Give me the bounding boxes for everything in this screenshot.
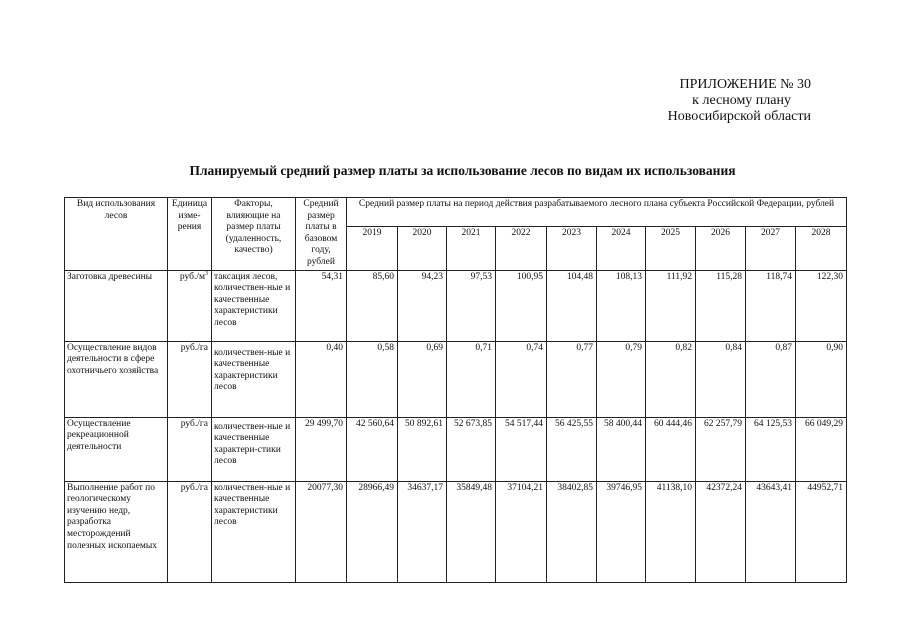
unit-cell: руб./га (168, 417, 212, 481)
appendix-number: ПРИЛОЖЕНИЕ № 30 (679, 77, 811, 92)
value-cell: 118,74 (746, 270, 796, 341)
header-year: 2023 (547, 227, 597, 270)
value-cell: 52 673,85 (447, 417, 496, 481)
value-cell: 111,92 (646, 270, 696, 341)
table-row (65, 270, 847, 341)
usage-type-cell: Осуществление рекреационной деятельности (65, 417, 168, 481)
table-row (65, 481, 847, 582)
value-cell: 0,77 (547, 341, 597, 417)
header-usage-type: Вид использования лесов (65, 198, 168, 271)
header-year: 2022 (496, 227, 547, 270)
value-cell: 0,74 (496, 341, 547, 417)
unit-cell: руб./га (168, 341, 212, 417)
value-cell: 0,79 (597, 341, 646, 417)
value-cell: 97,53 (447, 270, 496, 341)
value-cell: 85,60 (347, 270, 398, 341)
value-cell: 42 560,64 (347, 417, 398, 481)
value-cell: 39746,95 (597, 481, 646, 582)
value-cell: 104,48 (547, 270, 597, 341)
value-cell: 41138,10 (646, 481, 696, 582)
payment-table (64, 197, 847, 583)
value-cell: 43643,41 (746, 481, 796, 582)
value-cell: 0,82 (646, 341, 696, 417)
value-cell: 42372,24 (696, 481, 746, 582)
header-unit: Единица изме-рения (168, 198, 212, 271)
header-year: 2021 (447, 227, 496, 270)
value-cell: 64 125,53 (746, 417, 796, 481)
base-value-cell: 0,40 (296, 341, 347, 417)
factors-cell: количествен-ные и качественные характери-стики лесов (212, 417, 296, 481)
factors-cell: таксация лесов, количествен-ные и качественные характеристики лесов (212, 270, 296, 341)
appendix-reference: к лесному плану (692, 93, 791, 108)
value-cell: 0,87 (746, 341, 796, 417)
usage-type-cell: Осуществление видов деятельности в сфере охотничьего хозяйства (65, 341, 168, 417)
value-cell: 54 517,44 (496, 417, 547, 481)
factors-cell: количествен-ные и качественные характеристики лесов (212, 341, 296, 417)
header-year: 2024 (597, 227, 646, 270)
value-cell: 66 049,29 (796, 417, 847, 481)
unit-cell: $руб./м^3$ (168, 270, 212, 341)
unit-cell: руб./га (168, 481, 212, 582)
value-cell: 34637,17 (398, 481, 447, 582)
value-cell: 100,95 (496, 270, 547, 341)
value-cell: 122,30 (796, 270, 847, 341)
value-cell: 44952,71 (796, 481, 847, 582)
value-cell: 50 892,61 (398, 417, 447, 481)
table-row (65, 341, 847, 417)
value-cell: 115,28 (696, 270, 746, 341)
usage-type-cell: Выполнение работ по геологическому изучению недр, разработка месторождений полезных ископаемых (65, 481, 168, 582)
base-value-cell: 20077,30 (296, 481, 347, 582)
value-cell: 62 257,79 (696, 417, 746, 481)
appendix-header (561, 77, 811, 125)
header-factors: Факторы, влияющие на размер платы (удаленность, качество) (212, 198, 296, 271)
value-cell: 0,84 (696, 341, 746, 417)
header-year: 2020 (398, 227, 447, 270)
value-cell: 94,23 (398, 270, 447, 341)
header-year: 2027 (746, 227, 796, 270)
value-cell: 0,58 (347, 341, 398, 417)
base-value-cell: 29 499,70 (296, 417, 347, 481)
value-cell: 38402,85 (547, 481, 597, 582)
appendix-region: Новосибирской области (667, 109, 811, 124)
header-year: 2019 (347, 227, 398, 270)
value-cell: 0,90 (796, 341, 847, 417)
header-year: 2025 (646, 227, 696, 270)
value-cell: 0,71 (447, 341, 496, 417)
base-value-cell: 54,31 (296, 270, 347, 341)
usage-type-cell: Заготовка древесины (65, 270, 168, 341)
header-base-year: Средний размер платы в базовом году, рублей (296, 198, 347, 271)
value-cell: 28966,49 (347, 481, 398, 582)
table-row (65, 417, 847, 481)
value-cell: 56 425,55 (547, 417, 597, 481)
value-cell: 60 444,46 (646, 417, 696, 481)
document-title: Планируемый средний размер платы за использование лесов по видам их использования (189, 163, 736, 178)
header-year: 2028 (796, 227, 847, 270)
value-cell: 37104,21 (496, 481, 547, 582)
value-cell: 35849,48 (447, 481, 496, 582)
header-period: Средний размер платы на период действия разрабатываемого лесного плана субъекта Российской Федерации, рублей (347, 198, 847, 227)
value-cell: 0,69 (398, 341, 447, 417)
value-cell: 58 400,44 (597, 417, 646, 481)
factors-cell: количествен-ные и качественные характеристики лесов (212, 481, 296, 582)
header-year: 2026 (696, 227, 746, 270)
value-cell: 108,13 (597, 270, 646, 341)
